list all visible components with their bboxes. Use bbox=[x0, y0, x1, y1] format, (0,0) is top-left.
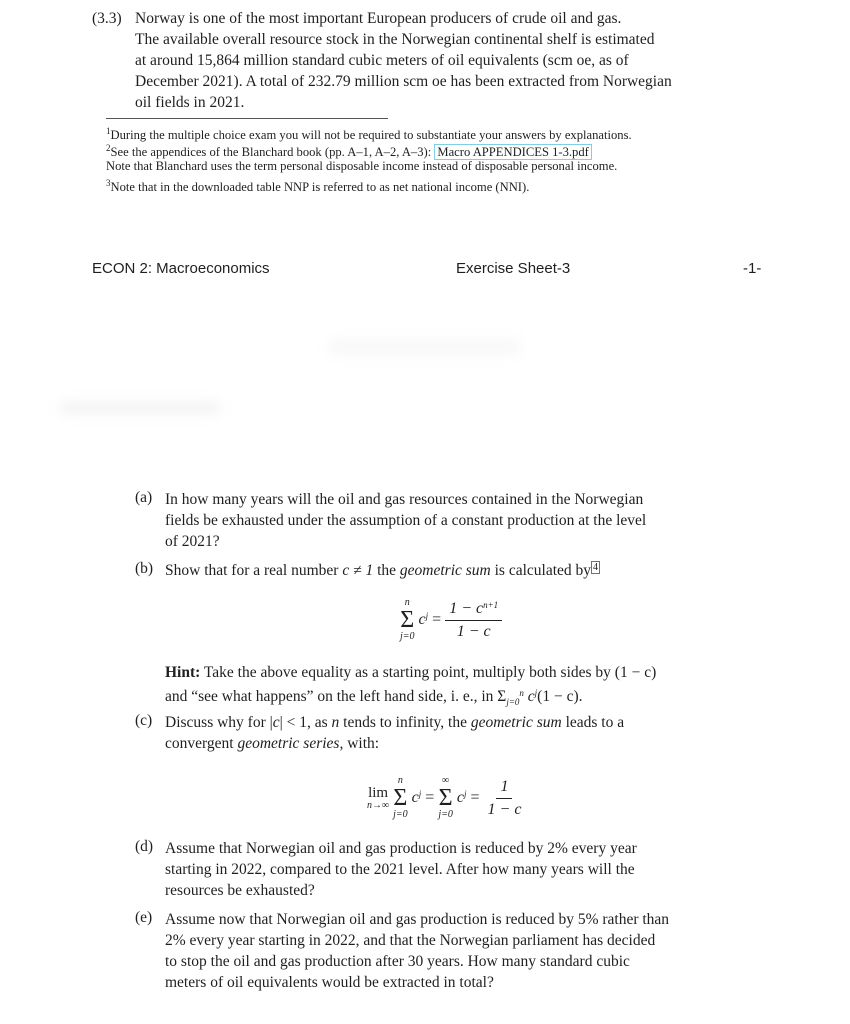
geometric-series-equation bbox=[367, 776, 525, 820]
limit-operator: lim n→∞ bbox=[367, 784, 390, 811]
question-d-line: resources be exhausted? bbox=[165, 882, 315, 899]
question-a-label: (a) bbox=[135, 489, 153, 506]
equals-sign: = bbox=[470, 789, 480, 806]
problem-line: December 2021). A total of 232.79 million scm oe has been extracted from Norwegian bbox=[135, 73, 672, 90]
question-a-line: In how many years will the oil and gas resources contained in the Norwegian bbox=[165, 491, 644, 508]
summation-symbol: n Σ j=0 bbox=[393, 775, 408, 820]
footnote-1-mark: 1 bbox=[106, 126, 111, 136]
question-e-label: (e) bbox=[135, 909, 153, 926]
question-c-line: Discuss why for |c| < 1, as n tends to infinity, the geometric sum leads to a bbox=[165, 714, 625, 731]
problem-statement bbox=[135, 8, 775, 113]
summation-symbol: n Σ j=0 bbox=[400, 597, 415, 642]
sum-term: $c^j$ bbox=[418, 611, 429, 628]
problem-line: Norway is one of the most important European producers of crude oil and gas. bbox=[135, 10, 622, 27]
footnote-3-mark: 3 bbox=[106, 178, 111, 188]
footnote-2-text: See the appendices of the Blanchard book (pp. A–1, A–2, A–3): bbox=[110, 145, 435, 159]
appendices-pdf-link[interactable]: Macro APPENDICES 1-3.pdf bbox=[434, 144, 591, 160]
geometric-sum-term: geometric sum bbox=[399, 562, 491, 579]
question-d-line: starting in 2022, compared to the 2021 level. After how many years will the bbox=[165, 861, 635, 878]
problem-line: at around 15,864 million standard cubic meters of oil equivalents (scm oe, as of bbox=[135, 52, 629, 69]
question-d-label: (d) bbox=[135, 838, 154, 855]
footnote-3 bbox=[106, 175, 776, 196]
question-c-line: convergent geometric series, with: bbox=[165, 735, 380, 752]
footnote-1-text: During the multiple choice exam you will not be required to substantiate your answers by explanations. bbox=[110, 128, 632, 142]
question-c-text bbox=[165, 712, 768, 754]
problem-number: (3.3) bbox=[92, 10, 122, 27]
question-b-label: (b) bbox=[135, 560, 154, 577]
course-title: ECON 2: Macroeconomics bbox=[92, 260, 270, 277]
sum-upper-limit: n bbox=[404, 597, 410, 608]
footnote-4-link[interactable]: 4 bbox=[593, 562, 599, 573]
question-a-line: fields be exhausted under the assumption of a constant production at the level bbox=[165, 512, 647, 529]
hint-line: Hint: Take the above equality as a starting point, multiply both sides by (1 − c) bbox=[165, 664, 657, 681]
question-b-condition: c ≠ 1 bbox=[342, 562, 374, 579]
question-c-label: (c) bbox=[135, 712, 153, 729]
faint-smudge bbox=[330, 340, 520, 354]
infinite-summation-symbol: ∞ Σ j=0 bbox=[438, 775, 453, 820]
page-number: -1- bbox=[743, 260, 762, 277]
sum-term: $c^j$ bbox=[456, 789, 467, 806]
footnote-2-continued: Note that Blanchard uses the term personal disposable income instead of disposable personal income. bbox=[106, 159, 618, 173]
question-e-line: meters of oil equivalents would be extracted in total? bbox=[165, 974, 494, 991]
problem-line: oil fields in 2021. bbox=[135, 94, 245, 111]
question-e-line: to stop the oil and gas production after 30 years. How many standard cubic bbox=[165, 953, 630, 970]
question-b-text bbox=[165, 560, 768, 581]
question-b-text-pre: Show that for a real number bbox=[165, 562, 343, 579]
question-e-line: Assume now that Norwegian oil and gas production is reduced by 5% rather than bbox=[165, 911, 670, 928]
fraction: $\frac{1}{1 - c}$ bbox=[487, 777, 522, 818]
question-a-line: of 2021? bbox=[165, 533, 220, 550]
hint-text bbox=[165, 662, 768, 713]
question-b-text-mid: the bbox=[373, 562, 400, 579]
question-e-line: 2% every year starting in 2022, and that the Norwegian parliament has decided bbox=[165, 932, 656, 949]
question-a-text bbox=[165, 489, 768, 552]
footnote-rule bbox=[106, 118, 388, 119]
sum-lower-limit: j=0 bbox=[400, 631, 415, 642]
faint-smudge bbox=[60, 402, 220, 414]
sheet-title: Exercise Sheet-3 bbox=[456, 260, 571, 277]
sum-term: $c^j$ bbox=[411, 789, 422, 806]
fraction: $\frac{1 - c^{n+1}}{1 - c}$ bbox=[445, 600, 502, 641]
question-e-text bbox=[165, 909, 768, 993]
equals-sign: = bbox=[432, 611, 442, 628]
footnote-2-mark: 2 bbox=[106, 143, 111, 153]
question-b-text-post: is calculated by bbox=[490, 562, 592, 579]
problem-line: The available overall resource stock in the Norwegian continental shelf is estimated bbox=[135, 31, 655, 48]
hint-label: Hint: bbox=[165, 664, 201, 681]
equals-sign: = bbox=[425, 789, 435, 806]
question-d-line: Assume that Norwegian oil and gas production is reduced by 2% every year bbox=[165, 840, 637, 857]
hint-summation: $\Sigma_{j=0}^n$ bbox=[497, 688, 524, 707]
footnote-3-text: Note that in the downloaded table NNP is referred to as net national income (NNI). bbox=[110, 180, 530, 194]
geometric-sum-equation bbox=[400, 598, 502, 642]
hint-line: and “see what happens” on the left hand side, i. e., in $\Sigma_{j=0}^n$ $c^j(1 - c)$. bbox=[165, 688, 583, 707]
question-d-text bbox=[165, 838, 768, 901]
